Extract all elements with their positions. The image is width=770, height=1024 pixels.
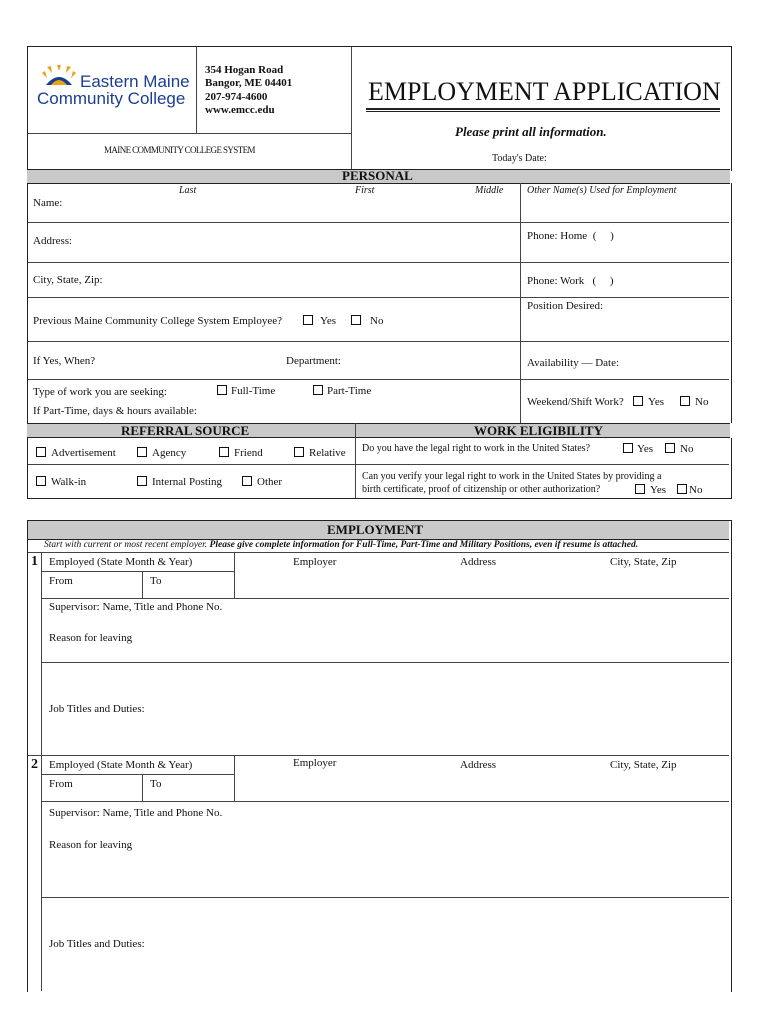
- eligibility-q2-yes-checkbox[interactable]: [635, 484, 645, 494]
- referral-friend-checkbox[interactable]: [219, 447, 229, 457]
- divider: [28, 297, 729, 298]
- divider: [28, 552, 729, 553]
- address-label: Address: [460, 759, 497, 771]
- divider: [196, 47, 197, 133]
- city-state-zip-label: City, State, Zip:: [33, 274, 103, 286]
- todays-date-label: Today's Date:: [492, 153, 547, 164]
- instruction-text: Please print all information.: [455, 124, 607, 139]
- system-name: MAINE COMMUNITY COLLEGE SYSTEM: [104, 145, 255, 155]
- college-phone: 207-974-4600: [205, 91, 268, 103]
- sun-icon: [42, 65, 76, 87]
- position-desired-label: Position Desired:: [527, 300, 604, 312]
- other-names-label: Other Name(s) Used for Employment: [527, 185, 677, 196]
- phone-work-label: Phone: Work ( ): [527, 275, 614, 287]
- title-underline: [366, 111, 720, 112]
- divider: [28, 222, 729, 223]
- eligibility-heading: WORK ELIGIBILITY: [474, 423, 603, 438]
- first-label: First: [355, 185, 375, 196]
- divider: [28, 133, 351, 134]
- supervisor-label: Supervisor: Name, Title and Phone No.: [49, 601, 223, 613]
- college-name-line1: Eastern Maine: [80, 72, 190, 91]
- eligibility-q2-yes-label: Yes: [650, 484, 667, 496]
- employed-label: Employed (State Month & Year): [49, 556, 193, 568]
- divider: [351, 47, 352, 169]
- availability-label: Availability — Date:: [527, 357, 620, 369]
- address-label: Address:: [33, 235, 73, 247]
- referral-agency-checkbox[interactable]: [137, 447, 147, 457]
- divider: [28, 341, 729, 342]
- college-website: www.emcc.edu: [205, 104, 275, 116]
- divider: [42, 571, 234, 572]
- eligibility-q1-no-checkbox[interactable]: [665, 443, 675, 453]
- reason-label: Reason for leaving: [49, 839, 133, 851]
- referral-walkin-checkbox[interactable]: [36, 476, 46, 486]
- middle-label: Middle: [475, 185, 504, 196]
- prev-employee-yes-checkbox[interactable]: [303, 315, 313, 325]
- employment-left-border: [41, 553, 42, 991]
- prev-employee-yes-label: Yes: [320, 315, 337, 327]
- referral-other-checkbox[interactable]: [242, 476, 252, 486]
- employment-instruction: [44, 540, 638, 550]
- referral-option: Advertisement: [51, 447, 116, 459]
- employed-label: Employed (State Month & Year): [49, 759, 193, 771]
- instruction-bold: Please give complete information for Full-Time, Part-Time and Military Positions, even if resume is attached.: [209, 540, 639, 550]
- eligibility-q2-no-label: No: [689, 484, 703, 496]
- eligibility-q1: Do you have the legal right to work in the United States?: [362, 443, 591, 454]
- divider: [28, 379, 729, 380]
- eligibility-q2-no-checkbox[interactable]: [677, 484, 687, 494]
- weekend-yes-label: Yes: [648, 396, 665, 408]
- divider: [142, 571, 143, 598]
- eligibility-q1-yes-label: Yes: [637, 443, 654, 455]
- eligibility-q2-line1: Can you verify your legal right to work in the United States by providing a: [362, 471, 662, 482]
- last-label: Last: [179, 185, 197, 196]
- part-time-label: Part-Time: [327, 385, 372, 397]
- department-label: Department:: [286, 355, 341, 367]
- reason-label: Reason for leaving: [49, 632, 133, 644]
- divider: [142, 774, 143, 801]
- divider: [520, 183, 521, 423]
- full-time-label: Full-Time: [231, 385, 276, 397]
- employment-heading: EMPLOYMENT: [327, 522, 424, 537]
- weekend-shift-label: Weekend/Shift Work?: [527, 396, 624, 408]
- name-label: Name:: [33, 197, 63, 209]
- part-time-hours-label: If Part-Time, days & hours available:: [33, 405, 197, 417]
- referral-internal-posting-checkbox[interactable]: [137, 476, 147, 486]
- from-label: From: [49, 778, 73, 790]
- entry-number: 1: [31, 554, 38, 569]
- divider: [234, 553, 235, 598]
- referral-option: Internal Posting: [152, 476, 222, 488]
- referral-option: Other: [257, 476, 283, 488]
- divider: [28, 755, 729, 756]
- from-label: From: [49, 575, 73, 587]
- employer-label: Employer: [293, 556, 337, 568]
- to-label: To: [150, 778, 162, 790]
- address-label: Address: [460, 556, 497, 568]
- weekend-no-checkbox[interactable]: [680, 396, 690, 406]
- divider: [42, 662, 729, 663]
- entry-number: 2: [31, 757, 38, 772]
- supervisor-label: Supervisor: Name, Title and Phone No.: [49, 807, 223, 819]
- eligibility-q1-yes-checkbox[interactable]: [623, 443, 633, 453]
- type-of-work-label: Type of work you are seeking:: [33, 386, 167, 398]
- eligibility-q2-line2: birth certificate, proof of citizenship or other authorization?: [362, 484, 601, 495]
- college-address-line: Bangor, ME 04401: [205, 77, 293, 89]
- divider: [42, 801, 729, 802]
- full-time-checkbox[interactable]: [217, 385, 227, 395]
- divider: [28, 262, 729, 263]
- instruction-italic: Start with current or most recent employer.: [44, 540, 208, 550]
- title-underline: [366, 108, 720, 110]
- city-state-zip-label: City, State, Zip: [610, 556, 677, 568]
- referral-option: Friend: [234, 447, 263, 459]
- divider: [42, 897, 729, 898]
- duties-label: Job Titles and Duties:: [49, 703, 145, 715]
- if-yes-when-label: If Yes, When?: [33, 355, 96, 367]
- divider: [42, 774, 234, 775]
- college-name-line2: Community College: [37, 89, 186, 108]
- referral-option: Agency: [152, 447, 187, 459]
- personal-heading: PERSONAL: [342, 168, 413, 183]
- phone-home-label: Phone: Home ( ): [527, 230, 614, 242]
- college-address-line: 354 Hogan Road: [205, 64, 284, 76]
- prev-employee-no-checkbox[interactable]: [351, 315, 361, 325]
- employer-label: Employer: [293, 757, 337, 769]
- employment-frame: [27, 520, 732, 992]
- part-time-checkbox[interactable]: [313, 385, 323, 395]
- duties-label: Job Titles and Duties:: [49, 938, 145, 950]
- prev-employee-label: Previous Maine Community College System Employee?: [33, 315, 282, 327]
- weekend-yes-checkbox[interactable]: [633, 396, 643, 406]
- city-state-zip-label: City, State, Zip: [610, 759, 677, 771]
- referral-heading: REFERRAL SOURCE: [121, 423, 250, 438]
- referral-option: Relative: [309, 447, 346, 459]
- referral-relative-checkbox[interactable]: [294, 447, 304, 457]
- referral-advertisement-checkbox[interactable]: [36, 447, 46, 457]
- divider: [28, 464, 729, 465]
- referral-option: Walk-in: [51, 476, 87, 488]
- divider: [234, 756, 235, 801]
- weekend-no-label: No: [695, 396, 709, 408]
- prev-employee-no-label: No: [370, 315, 384, 327]
- eligibility-q1-no-label: No: [680, 443, 694, 455]
- form-title: EMPLOYMENT APPLICATION: [368, 77, 721, 106]
- to-label: To: [150, 575, 162, 587]
- divider: [42, 598, 729, 599]
